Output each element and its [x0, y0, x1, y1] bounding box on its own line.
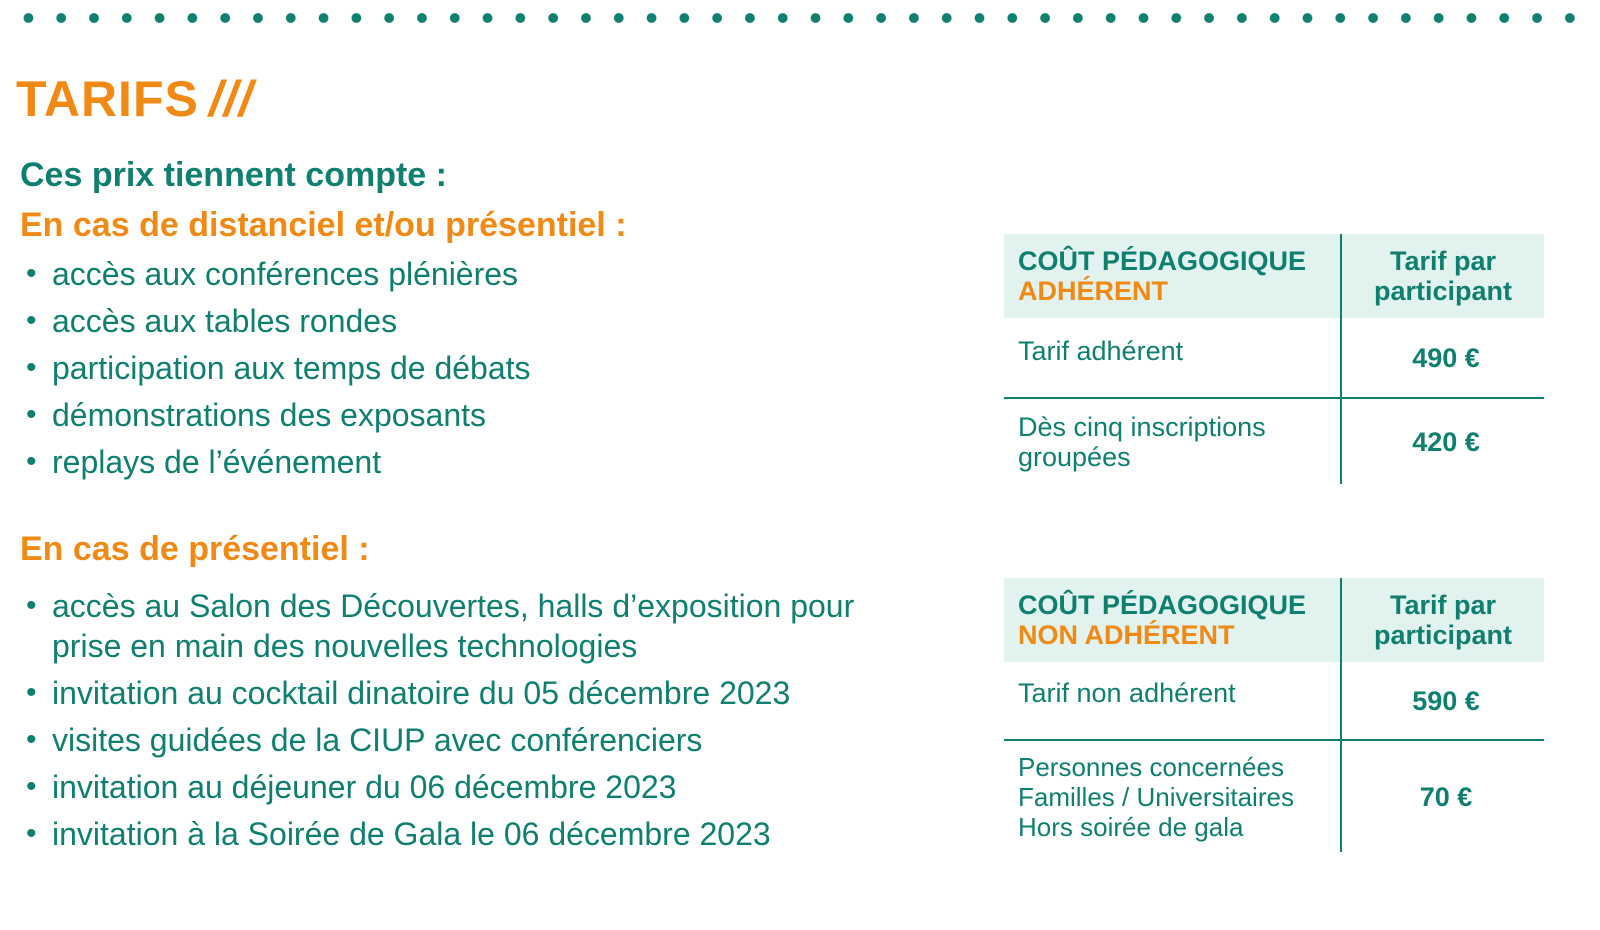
intro-heading: Ces prix tiennent compte : [20, 156, 447, 194]
row-label: Tarif adhérent [1018, 336, 1184, 366]
list-item: • replays de l’événement [26, 444, 382, 480]
list-item: • invitation à la Soirée de Gala le 06 décembre 2023 [26, 816, 771, 852]
row-price: 70 € [1341, 740, 1544, 852]
list-item: • invitation au cocktail dinatoire du 05 décembre 2023 [26, 675, 791, 711]
table-header-price: Tarif par participant [1341, 578, 1544, 662]
pricing-table-adherent [1004, 234, 1544, 484]
title-slashes: /// [208, 71, 254, 127]
list-item: • démonstrations des exposants [26, 397, 487, 433]
table-header-row [1004, 578, 1544, 662]
list-item: • invitation au déjeuner du 06 décembre 2023 [26, 769, 677, 805]
row-price: 490 € [1341, 318, 1544, 398]
list-item: • accès au Salon des Découvertes, halls d’exposition pour prise en main des nouvelles technologies [26, 588, 855, 664]
list-item: • accès aux tables rondes [26, 303, 398, 339]
presentiel-list [22, 586, 922, 861]
dotted-divider [12, 12, 1588, 24]
pricing-table-non-adherent [1004, 578, 1544, 852]
row-price: 420 € [1341, 398, 1544, 484]
distanciel-list [22, 254, 531, 489]
section-distanciel-heading: En cas de distanciel et/ou présentiel : [20, 206, 627, 244]
list-item: • accès aux conférences plénières [26, 256, 519, 292]
page-title: TARIFS /// [16, 71, 254, 127]
table-row [1004, 398, 1544, 484]
row-price: 590 € [1341, 662, 1544, 740]
table-header-row [1004, 234, 1544, 318]
row-label: Personnes concernées Familles / Universitaires Hors soirée de gala [1004, 740, 1341, 852]
table-row [1004, 740, 1544, 852]
table-header-cost: COÛT PÉDAGOGIQUE NON ADHÉRENT [1004, 578, 1341, 662]
section-presentiel-heading: En cas de présentiel : [20, 530, 370, 568]
row-label: Dès cinq inscriptions groupées [1004, 398, 1341, 484]
row-label: Tarif non adhérent [1018, 678, 1236, 708]
table-header-cost: COÛT PÉDAGOGIQUE ADHÉRENT [1004, 234, 1341, 318]
list-item: • participation aux temps de débats [26, 350, 531, 386]
table-row [1004, 662, 1544, 740]
table-header-price: Tarif par participant [1341, 234, 1544, 318]
table-row [1004, 318, 1544, 398]
list-item: • visites guidées de la CIUP avec conférenciers [26, 722, 703, 758]
